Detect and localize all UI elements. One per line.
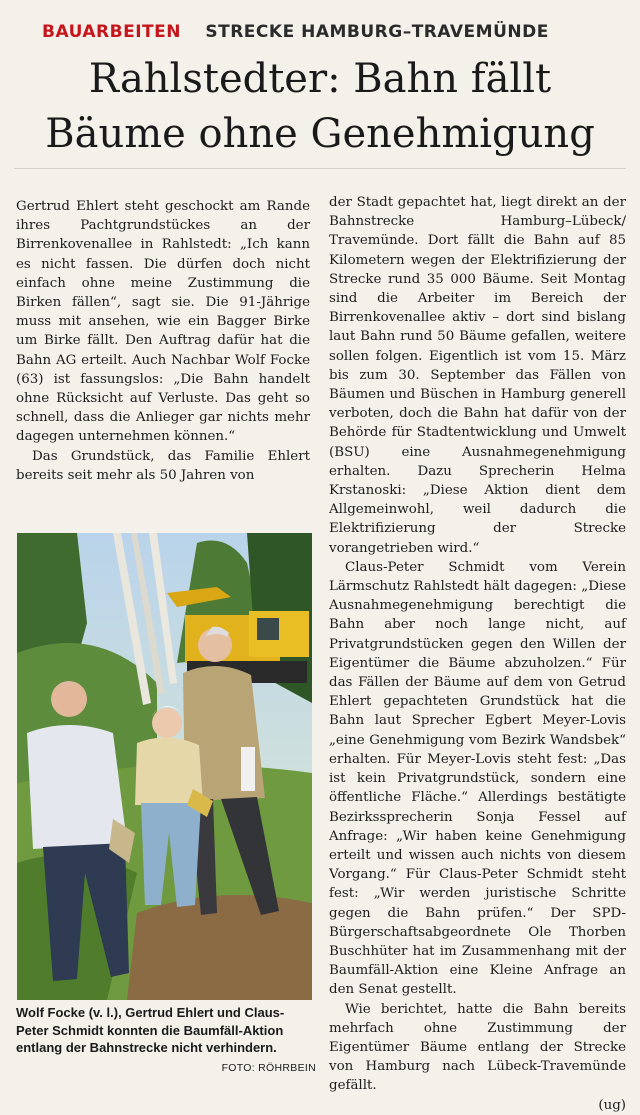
headline-divider [14,168,626,169]
article-paragraph: der Stadt gepachtet hat, liegt direkt an der Bahnstrecke Hamburg–Lübeck/ Travemünde. Dort fällt die Bahn auf 85 Kilometern wegen der Elektrifizierung der Strecke rund 35 000 Bäume. Seit Montag sind die Arbeiter im Bereich der Birrenkovenallee aktiv – dort sind bislang laut Bahn rund 50 Bäume gefallen, weitere sollen folgen. Eigentlich ist vom 15. März bis zum 30. September das Fällen von Bäumen und Büschen in Hamburg generell verboten, doch die Bahn hat dafür von der Behörde für Stadtentwicklung und Umwelt (BSU) eine Ausnahmegenehmigung erhalten. Dazu Sprecherin Helma Krstanoski: „Diese Aktion dient dem Allgemeinwohl, weil dadurch die Elektrifizierung der Strecke vorangetrieben wird.“ [329,195,626,556]
article-column-right [329,193,626,1115]
caption-text: Wolf Focke (v. l.), Gertrud Ehlert und Claus-Peter Schmidt konnten die Baumfäll-Aktion entlang der Bahnstrecke nicht verhindern. [16,1005,285,1055]
article-photo [17,533,312,1000]
headline-line-2: Bäume ohne Genehmigung [45,111,595,157]
article-paragraph: Das Grundstück, das Familie Ehlert bereits seit mehr als 50 Jahren von [16,448,310,483]
article-paragraph: Gertrud Ehlert steht geschockt am Rande ihres Pachtgrundstückes an der Birrenkovenallee in Rahlstedt: „Ich kann es nicht fassen. Die dürfen doch nicht einfach ohne meine Zustimmung die Birken fällen“, sagt sie. Die 91-Jährige muss mit ansehen, wie ein Bagger Birke um Birke fällt. Den Auftrag dafür hat die Bahn AG erteilt. Auch Nachbar Wolf Focke (63) ist fassungslos: „Die Bahn handelt ohne Rücksicht auf Verluste. Das geht so schnell, dass die Anlieger gar nichts mehr dagegen unternehmen können.“ [16,199,310,445]
headline [14,52,626,162]
photo-illustration [17,533,312,1000]
section-label: BAUARBEITEN [42,22,181,42]
article-paragraph: Claus-Peter Schmidt vom Verein Lärmschutz Rahlstedt hält dagegen: „Diese Ausnahmegenehmigung berechtigt die Bahn aber noch lange nicht, auf Privatgrundstücken gegen den Willen der Eigentümer die Bäume abzuholzen.“ Für das Fällen der Bäume auf dem von Getrud Ehlert gepachteten Grundstück hat die Bahn laut Sprecher Egbert Meyer-Lovis „eine Genehmigung vom Bezirk Wandsbek“ erhalten. Für Meyer-Lovis steht fest: „Das ist kein Privatgrundstück, sondern eine öffentliche Fläche.“ Allerdings bestätigte Bezirkssprecherin Sonja Fessel auf Anfrage: „Wir haben keine Genehmigung erteilt und wissen auch nichts von diesem Vorgang.“ Für Claus-Peter Schmidt steht fest: „Wir werden juristische Schritte gegen die Bahn prüfen.“ Der SPD-Bürgerschaftsabgeordnete Ole Thorben Buschhüter hat im Zusammenhang mit der Baumfäll-Aktion eine Kleine Anfrage an den Senat gestellt. [329,559,626,998]
kicker [42,22,622,46]
photo-credit: FOTO: RÖHRBEIN [221,1061,316,1074]
author-signature: (ug) [598,1097,626,1113]
photo-caption [16,1004,316,1077]
article-column-left [16,197,310,485]
article-paragraph: Wie berichtet, hatte die Bahn bereits mehrfach ohne Zustimmung der Eigentümer Bäume entlang der Strecke von Hamburg nach Lübeck-Travemünde gefällt. [329,1001,626,1094]
headline-line-1: Rahlstedter: Bahn fällt [88,56,552,102]
topic-label: STRECKE HAMBURG–TRAVEMÜNDE [205,22,549,42]
